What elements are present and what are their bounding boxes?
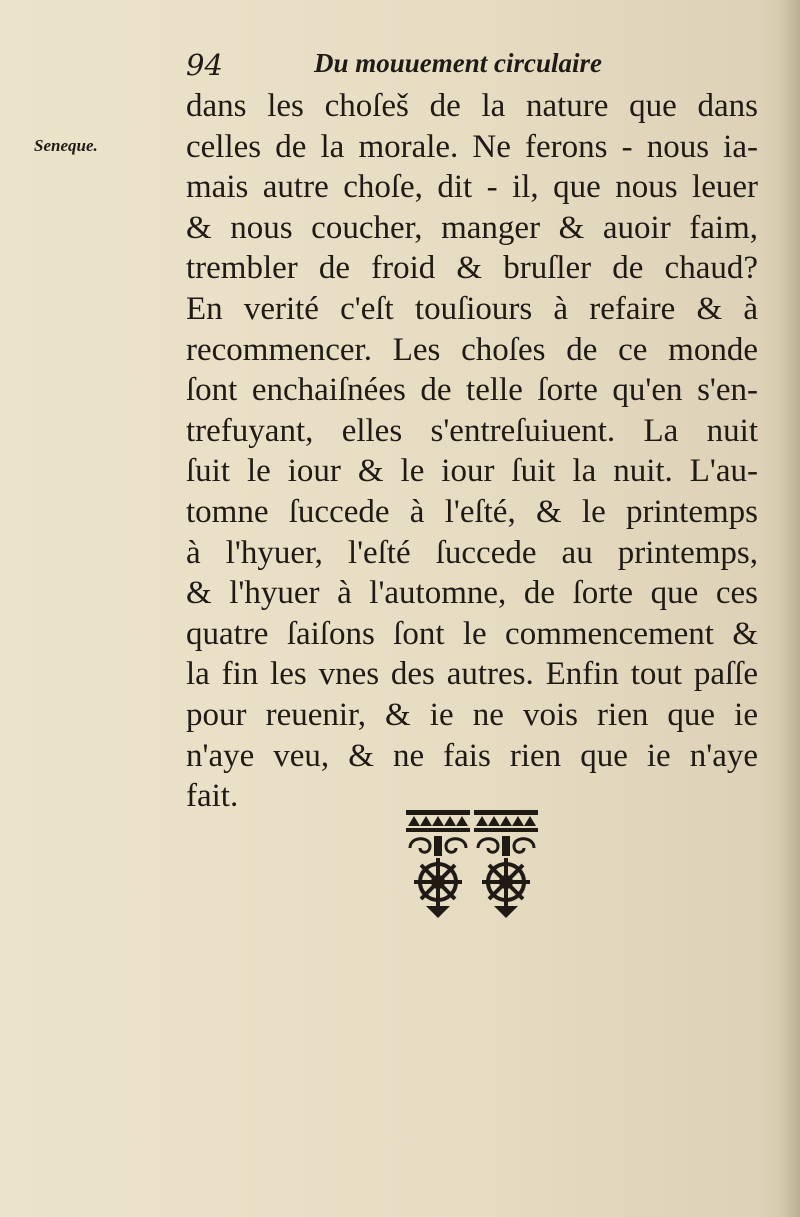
text-line: recommencer. Les choſes de ce monde	[186, 331, 758, 368]
fleuron-ornament-icon	[404, 808, 540, 920]
text-line: tomne ſuccede à l'eſté, & le printemps	[186, 493, 758, 530]
text-line: quatre ſaiſons ſont le commencement &	[186, 615, 758, 652]
page-number: 94	[186, 48, 223, 82]
running-head: Du mouuement circulaire	[314, 48, 603, 78]
text-line: trembler de froid & bruſler de chaud?	[186, 250, 758, 287]
text-line: pour reuenir, & ie ne vois rien que ie	[186, 696, 758, 733]
text-line: & nous coucher, manger & auoir faim,	[186, 209, 758, 246]
text-line: trefuyant, elles s'entreſuiuent. La nuit	[186, 412, 758, 449]
text-line: à l'hyuer, l'eſté ſuccede au printemps,	[186, 534, 758, 571]
page-edge-shadow	[782, 0, 800, 1217]
text-line: ſont enchaiſnées de telle ſorte qu'en s'en-	[186, 372, 758, 409]
text-line: mais autre choſe, dit - il, que nous leuer	[186, 169, 758, 206]
margin-note: Seneque.	[34, 136, 98, 155]
body-text	[186, 86, 758, 817]
page-header	[186, 48, 686, 88]
text-line: celles de la morale. Ne ferons - nous ia-	[186, 128, 758, 165]
text-line: & l'hyuer à l'automne, de ſorte que ces	[186, 575, 758, 612]
text-line: la fin les vnes des autres. Enfin tout paſſe	[186, 656, 758, 693]
text-line: n'aye veu, & ne fais rien que ie n'aye	[186, 737, 758, 774]
text-line: ſuit le iour & le iour ſuit la nuit. L'au-	[186, 453, 758, 490]
text-line: En verité c'eſt touſiours à refaire & à	[186, 290, 758, 327]
text-line: fait.	[186, 778, 239, 815]
text-line: dans les choſeš de la nature que dans	[186, 88, 758, 124]
